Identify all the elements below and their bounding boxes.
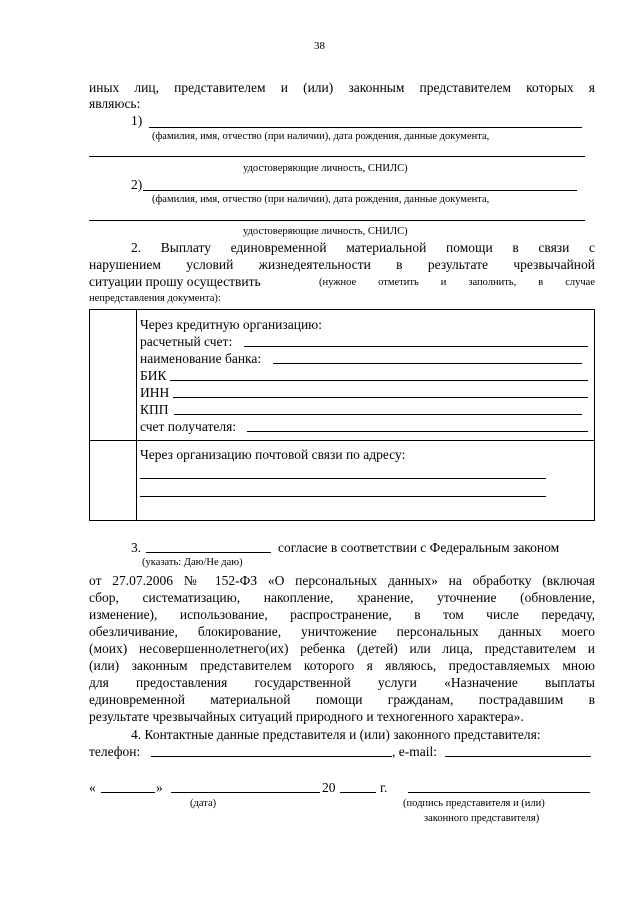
phone-field[interactable] xyxy=(151,756,392,757)
account-field[interactable] xyxy=(244,346,588,347)
payment-paragraph-line: ситуации прошу осуществить xyxy=(89,274,261,289)
inn-field[interactable] xyxy=(173,397,588,398)
date-month-field[interactable] xyxy=(171,792,320,793)
person-2-field-continued[interactable] xyxy=(89,220,585,221)
post-address-field[interactable] xyxy=(140,496,546,497)
date-open-quote: « xyxy=(89,780,96,795)
date-year-prefix: 20 xyxy=(322,780,336,795)
contacts-title: 4. Контактные данные представителя и (или) законного представителя: xyxy=(131,727,541,742)
bik-field[interactable] xyxy=(170,380,588,381)
consent-paragraph-line: результате чрезвычайных ситуаций природного и техногенного характера». xyxy=(89,709,524,724)
date-day-field[interactable] xyxy=(101,792,155,793)
consent-paragraph-line: от 27.07.2006 № 152-ФЗ «О персональных данных» на обработку (включая xyxy=(89,573,595,588)
bank-name-label: наименование банка: xyxy=(140,351,262,366)
intro-line: иных лиц, представителем и (или) законным представителем которых я xyxy=(89,80,595,95)
consent-paragraph-line: для предоставления государственной услуги «Назначение выплаты xyxy=(89,675,595,690)
bank-name-field[interactable] xyxy=(273,363,582,364)
bank-option-title: Через кредитную организацию: xyxy=(140,317,323,332)
payment-paragraph-line: 2. Выплату единовременной материальной помощи в связи с xyxy=(131,240,595,255)
signature-hint: законного представителя) xyxy=(424,813,540,824)
payment-instruction: непредставления документа): xyxy=(89,293,221,304)
phone-label: телефон: xyxy=(89,744,141,759)
person-hint: (фамилия, имя, отчество (при наличии), дата рождения, данные документа, xyxy=(152,194,490,205)
email-field[interactable] xyxy=(445,756,591,757)
recipient-account-label: счет получателя: xyxy=(140,419,237,434)
payment-instruction: (нужное отметить и заполнить, в случае xyxy=(319,277,595,288)
person-1-number: 1) xyxy=(131,113,143,128)
person-2-number: 2) xyxy=(131,177,143,192)
date-close-quote: » xyxy=(156,780,163,795)
date-year-suffix: г. xyxy=(380,780,388,795)
kpp-label: КПП xyxy=(140,402,169,417)
signature-hint: (подпись представителя и (или) xyxy=(403,798,545,809)
person-1-field-continued[interactable] xyxy=(89,156,585,157)
person-1-field[interactable] xyxy=(149,127,582,128)
email-label: , e-mail: xyxy=(392,744,437,759)
signature-field[interactable] xyxy=(408,792,590,793)
bank-option-checkbox[interactable] xyxy=(90,310,136,440)
consent-paragraph-line: единовременной материальной помощи гражданам, пострадавшим в xyxy=(89,692,595,707)
post-option-title: Через организацию почтовой связи по адресу: xyxy=(140,447,406,462)
post-address-field[interactable] xyxy=(140,478,546,479)
person-2-field[interactable] xyxy=(143,190,577,191)
person-hint: удостоверяющие личность, СНИЛС) xyxy=(243,163,408,174)
consent-paragraph-line: (или) законным представителем которого я являюсь, предоставляемых мною xyxy=(89,658,595,673)
consent-paragraph-line: сбор, систематизацию, накопление, хранение, уточнение (обновление, xyxy=(89,590,595,605)
kpp-field[interactable] xyxy=(174,414,582,415)
consent-text: согласие в соответствии с Федеральным законом xyxy=(278,540,560,555)
consent-number: 3. xyxy=(131,540,142,555)
person-hint: удостоверяющие личность, СНИЛС) xyxy=(243,226,408,237)
consent-choice-hint: (указать: Даю/Не даю) xyxy=(142,557,243,568)
account-label: расчетный счет: xyxy=(140,334,233,349)
consent-paragraph-line: изменение), использование, распространение, в том числе передачу, xyxy=(89,607,595,622)
payment-paragraph-line: нарушением условий жизнедеятельности в результате чрезвычайной xyxy=(89,257,595,272)
consent-paragraph-line: обезличивание, блокирование, уничтожение персональных данных моего xyxy=(89,624,595,639)
consent-paragraph-line: (моих) несовершеннолетнего(их) ребенка (детей) или лица, представителем и xyxy=(89,641,595,656)
recipient-account-field[interactable] xyxy=(247,431,588,432)
consent-choice-field[interactable] xyxy=(146,552,271,553)
post-option-checkbox[interactable] xyxy=(90,440,136,520)
inn-label: ИНН xyxy=(140,385,170,400)
person-hint: (фамилия, имя, отчество (при наличии), дата рождения, данные документа, xyxy=(152,131,490,142)
date-year-field[interactable] xyxy=(340,792,376,793)
bik-label: БИК xyxy=(140,368,167,383)
date-hint: (дата) xyxy=(190,798,217,809)
page-number: 38 xyxy=(314,40,325,52)
intro-line: являюсь: xyxy=(89,96,141,111)
